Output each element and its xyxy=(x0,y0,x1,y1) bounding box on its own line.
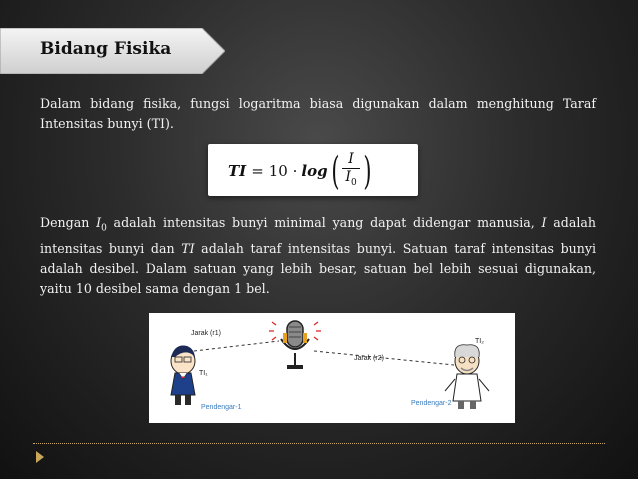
var-i: I xyxy=(541,215,547,230)
label-r1: Jarak (r1) xyxy=(191,330,221,337)
bullet-arrow-icon xyxy=(36,451,44,463)
formula-log: log xyxy=(301,162,328,180)
var-i0: $I_0$ xyxy=(96,215,107,234)
listener-old-man-icon xyxy=(445,345,489,409)
title-banner xyxy=(0,28,225,74)
listener2-label: Pendengar-2 xyxy=(411,400,452,407)
listener1-label: Pendengar-1 xyxy=(201,404,242,411)
figure-illustration xyxy=(149,313,515,423)
var-ti: TI xyxy=(181,240,195,256)
label-ti2: TI₂ xyxy=(475,338,484,345)
label-r2: Jarak (r2) xyxy=(354,355,384,362)
fraction-denominator: $I_0$ xyxy=(342,168,359,192)
ti-formula xyxy=(228,149,375,193)
slide-title: Bidang Fisika xyxy=(40,39,172,59)
right-paren: ) xyxy=(363,149,372,193)
fraction-numerator: I xyxy=(348,150,354,167)
explanation-paragraph: Dengan $I_0$ adalah intensitas bunyi minimal yang dapat didengar manusia, I adalah intensitas bunyi dan TI adalah taraf intensitas bunyi. Satuan taraf intensitas bunyi adalah desibel. Dalam satuan yang lebih besar, satuan bel lebih sesuai digunakan, yaitu 10 desibel sama dengan 1 bel. xyxy=(40,215,596,296)
left-paren: ( xyxy=(330,149,340,193)
label-ti1: TI₁ xyxy=(199,370,208,377)
listener-boy-icon xyxy=(171,345,195,405)
sound-intensity-figure xyxy=(149,313,515,423)
microphone-icon xyxy=(269,321,321,369)
formula-box xyxy=(208,144,418,196)
formula-coefficient: 10 · xyxy=(268,162,298,180)
footer-dotted-divider xyxy=(33,443,605,444)
formula-lhs: TI xyxy=(228,162,247,180)
formula-fraction xyxy=(342,151,359,192)
intro-paragraph: Dalam bidang fisika, fungsi logaritma biasa digunakan dalam menghitung Taraf Intensitas bunyi (TI). xyxy=(40,96,596,131)
formula-equals: = xyxy=(251,162,264,180)
